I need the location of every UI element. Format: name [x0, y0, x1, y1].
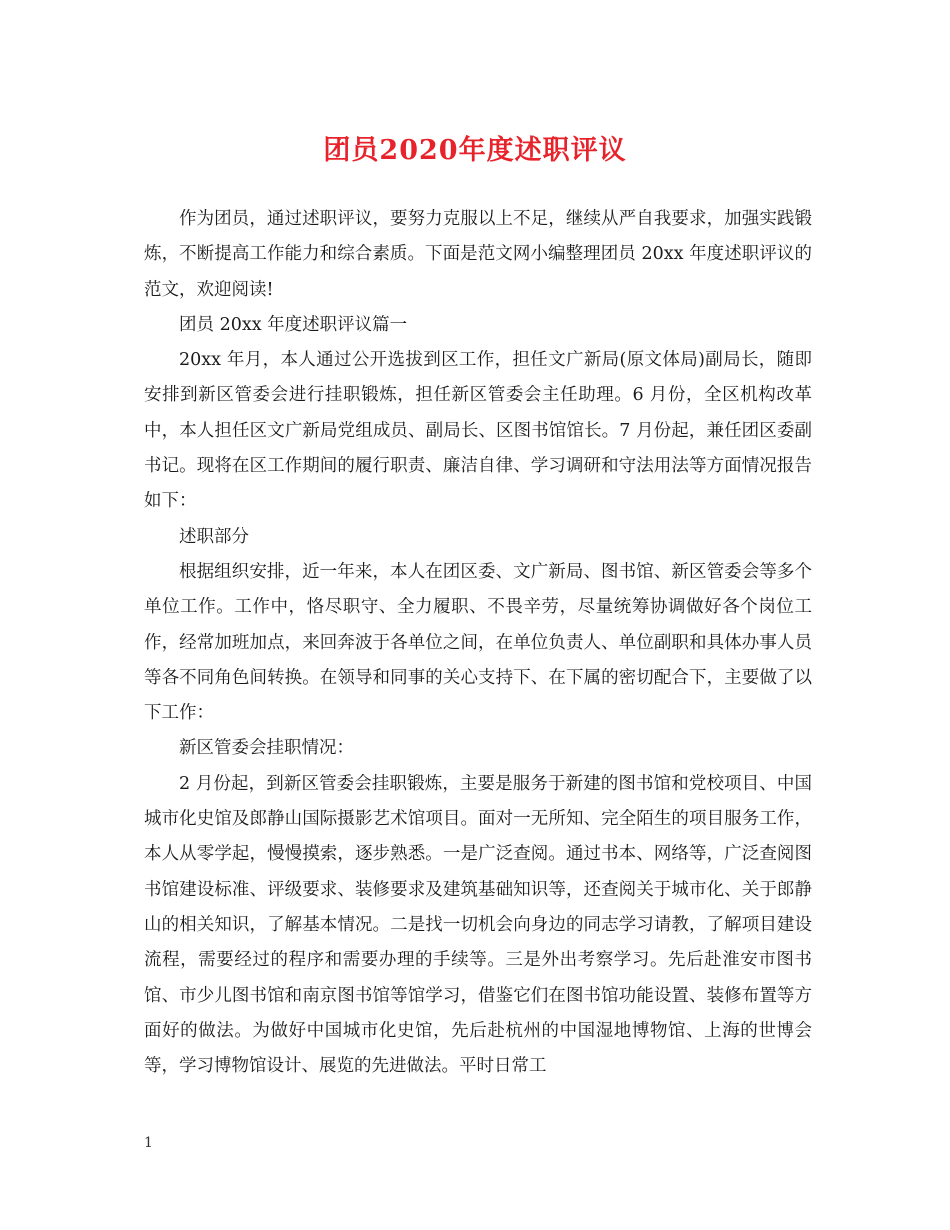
- paragraph-section-heading: 团员 20xx 年度述职评议篇一: [179, 314, 408, 335]
- paragraph-background: 20xx 年月，本人通过公开选拔到区工作，担任文广新局(原文体局)副局长，随即安排到新区管委会进行挂职锻炼，担任新区管委会主任助理。6 月份，全区机构改革中，本人担任区文广新局党组成员、副局长、区图书馆馆长。7 月份起，兼任团区委副书记。现将在区工作期间的履行职责、廉洁自律、学习调研和守法用法等方面情况报告如下：: [144, 350, 812, 512]
- paragraph-intro: 作为团员，通过述职评议，要努力克服以上不足，继续从严自我要求，加强实践锻炼，不断提高工作能力和综合素质。下面是范文网小编整理团员 20xx 年度述职评议的范文，欢迎阅读!: [144, 209, 812, 300]
- paragraph-committee-details: 2 月份起，到新区管委会挂职锻炼，主要是服务于新建的图书馆和党校项目、中国城市化史馆及郎静山国际摄影艺术馆项目。面对一无所知、完全陌生的项目服务工作，本人从零学起，慢慢摸索，逐步熟悉。一是广泛查阅。通过书本、网络等，广泛查阅图书馆建设标准、评级要求、装修要求及建筑基础知识等，还查阅关于城市化、关于郎静山的相关知识，了解基本情况。二是找一切机会向身边的同志学习请教，了解项目建设流程，需要经过的程序和需要办理的手续等。三是外出考察学习。先后赴淮安市图书馆、市少儿图书馆和南京图书馆等馆学习，借鉴它们在图书馆功能设置、装修布置等方面好的做法。为做好中国城市化史馆，先后赴杭州的中国湿地博物馆、上海的世博会等，学习博物馆设计、展览的先进做法。平时日常工: [144, 773, 812, 1077]
- paragraph-work-overview: 根据组织安排，近一年来，本人在团区委、文广新局、图书馆、新区管委会等多个单位工作。工作中，恪尽职守、全力履职、不畏辛劳，尽量统筹协调做好各个岗位工作，经常加班加点，来回奔波于各单位之间，在单位负责人、单位副职和具体办事人员等各不同角色间转换。在领导和同事的关心支持下、在下属的密切配合下，主要做了以下工作：: [144, 561, 812, 724]
- page-number: 1: [144, 1135, 153, 1151]
- paragraph-subheading-committee: 新区管委会挂职情况：: [179, 738, 354, 759]
- document-body: [144, 202, 812, 1084]
- document-title: 团员2020年度述职评议: [323, 135, 627, 166]
- paragraph-subheading-report: 述职部分: [179, 526, 249, 547]
